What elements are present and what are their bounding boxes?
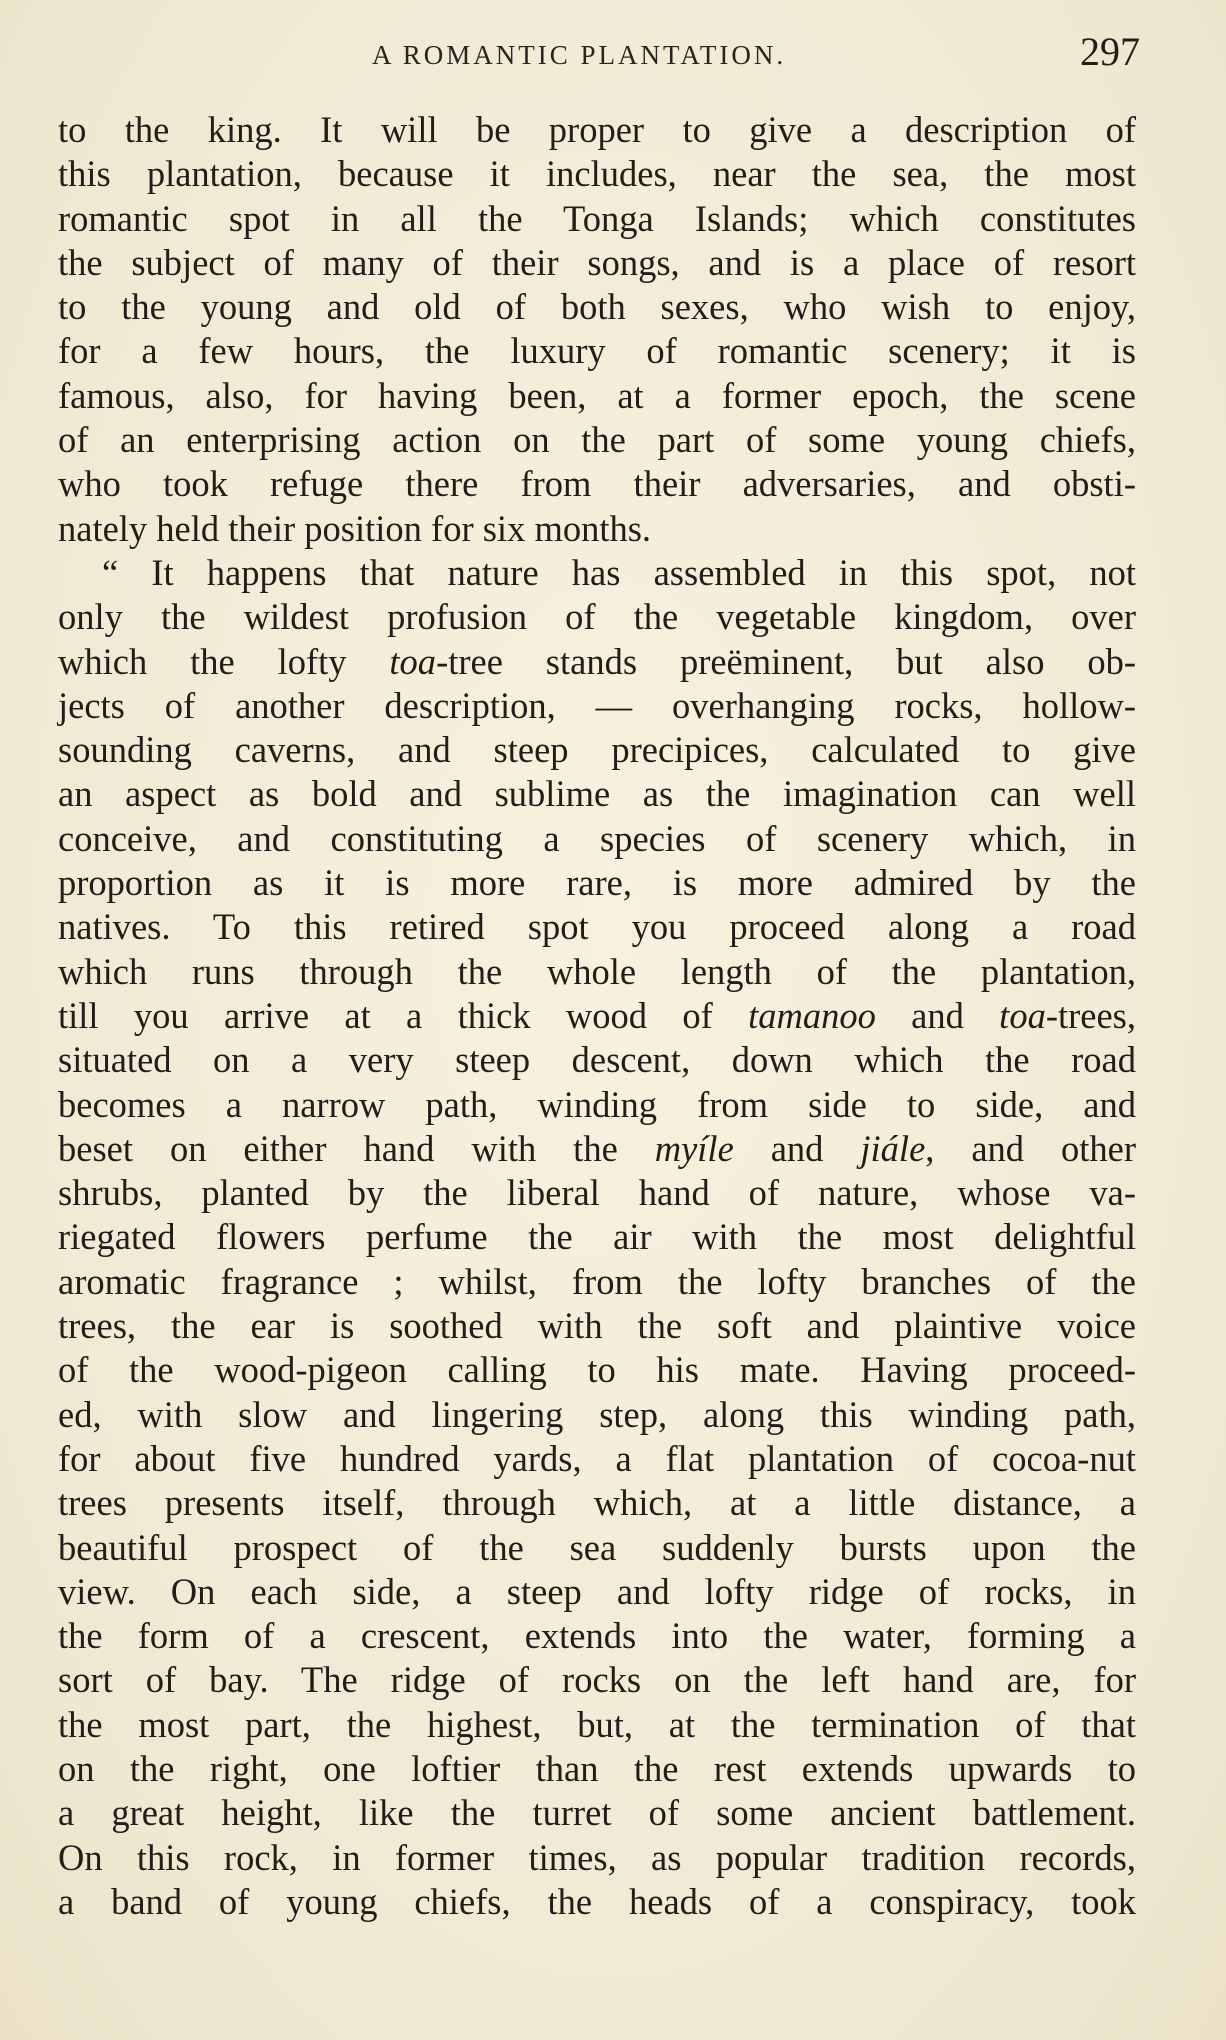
italic-term: myíle — [654, 1127, 734, 1169]
paragraph-start-line: “ It happens that nature has assembled in this spot, not — [102, 551, 1136, 593]
text-line: an aspect as bold and sublime as the imagination can well — [58, 773, 1136, 815]
text-line: of the wood-pigeon calling to his mate. Having proceed- — [58, 1349, 1136, 1391]
text-line: becomes a narrow path, winding from side to side, and — [58, 1083, 1136, 1125]
text-line: for about five hundred yards, a flat plantation of cocoa-nut — [58, 1437, 1136, 1479]
text-line: sort of bay. The ridge of rocks on the left hand are, for — [58, 1659, 1136, 1701]
text-line: proportion as it is more rare, is more admired by the — [58, 862, 1136, 904]
text-line: beset on either hand with the myíle and jiále, and other — [58, 1127, 1136, 1169]
text-line: conceive, and constituting a species of scenery which, in — [58, 817, 1136, 859]
body-text — [58, 108, 1136, 1924]
text-line: which runs through the whole length of the plantation, — [58, 950, 1136, 992]
running-head: A ROMANTIC PLANTATION. — [372, 40, 787, 70]
italic-term: toa — [389, 640, 437, 682]
text-line: romantic spot in all the Tonga Islands; which constitutes — [58, 197, 1136, 239]
text-line: jects of another description, — overhanging rocks, hollow- — [58, 684, 1136, 726]
text-line: ed, with slow and lingering step, along this winding path, — [58, 1393, 1136, 1435]
text-line: only the wildest profusion of the vegetable kingdom, over — [58, 596, 1136, 638]
text-line: shrubs, planted by the liberal hand of nature, whose va- — [58, 1172, 1136, 1214]
text-line: nately held their position for six months. — [58, 507, 652, 549]
text-line: On this rock, in former times, as popular tradition records, — [58, 1836, 1136, 1878]
text-line: the subject of many of their songs, and is a place of resort — [58, 241, 1136, 283]
text-line: situated on a very steep descent, down which the road — [58, 1039, 1136, 1081]
text-line: which the lofty toa-tree stands preëminent, but also ob- — [58, 640, 1137, 682]
text-line: view. On each side, a steep and lofty ridge of rocks, in — [58, 1570, 1136, 1612]
italic-term: toa — [999, 994, 1046, 1036]
text-line: trees, the ear is soothed with the soft and plaintive voice — [58, 1305, 1136, 1347]
text-line: the most part, the highest, but, at the termination of that — [58, 1703, 1136, 1745]
text-line: sounding caverns, and steep precipices, calculated to give — [58, 729, 1136, 771]
text-line: aromatic fragrance ; whilst, from the lofty branches of the — [58, 1260, 1136, 1302]
text-line: for a few hours, the luxury of romantic scenery; it is — [58, 330, 1136, 372]
text-line: to the king. It will be proper to give a description of — [58, 109, 1136, 150]
italic-term: jiále — [860, 1127, 926, 1169]
text-line: beautiful prospect of the sea suddenly bursts upon the — [58, 1526, 1136, 1568]
text-line: to the young and old of both sexes, who wish to enjoy, — [58, 286, 1136, 328]
text-line: natives. To this retired spot you proceed along a road — [58, 906, 1136, 948]
text-line: of an enterprising action on the part of some young chiefs, — [58, 419, 1136, 461]
text-line: on the right, one loftier than the rest extends upwards to — [58, 1747, 1136, 1789]
text-line: riegated flowers perfume the air with the most delightful — [58, 1216, 1136, 1258]
text-line: this plantation, because it includes, near the sea, the most — [58, 153, 1136, 195]
italic-term: tamanoo — [748, 994, 876, 1036]
page-number: 297 — [1080, 29, 1140, 74]
text-line: a great height, like the turret of some ancient battlement. — [58, 1792, 1136, 1834]
text-line: the form of a crescent, extends into the water, forming a — [58, 1615, 1136, 1657]
text-line: famous, also, for having been, at a former epoch, the scene — [58, 374, 1136, 416]
text-line: who took refuge there from their adversaries, and obsti- — [58, 463, 1136, 505]
text-line: a band of young chiefs, the heads of a conspiracy, took — [58, 1880, 1136, 1922]
text-line: till you arrive at a thick wood of tamanoo and toa-trees, — [58, 994, 1137, 1036]
text-line: trees presents itself, through which, at a little distance, a — [58, 1482, 1136, 1524]
page-header — [0, 28, 1226, 78]
